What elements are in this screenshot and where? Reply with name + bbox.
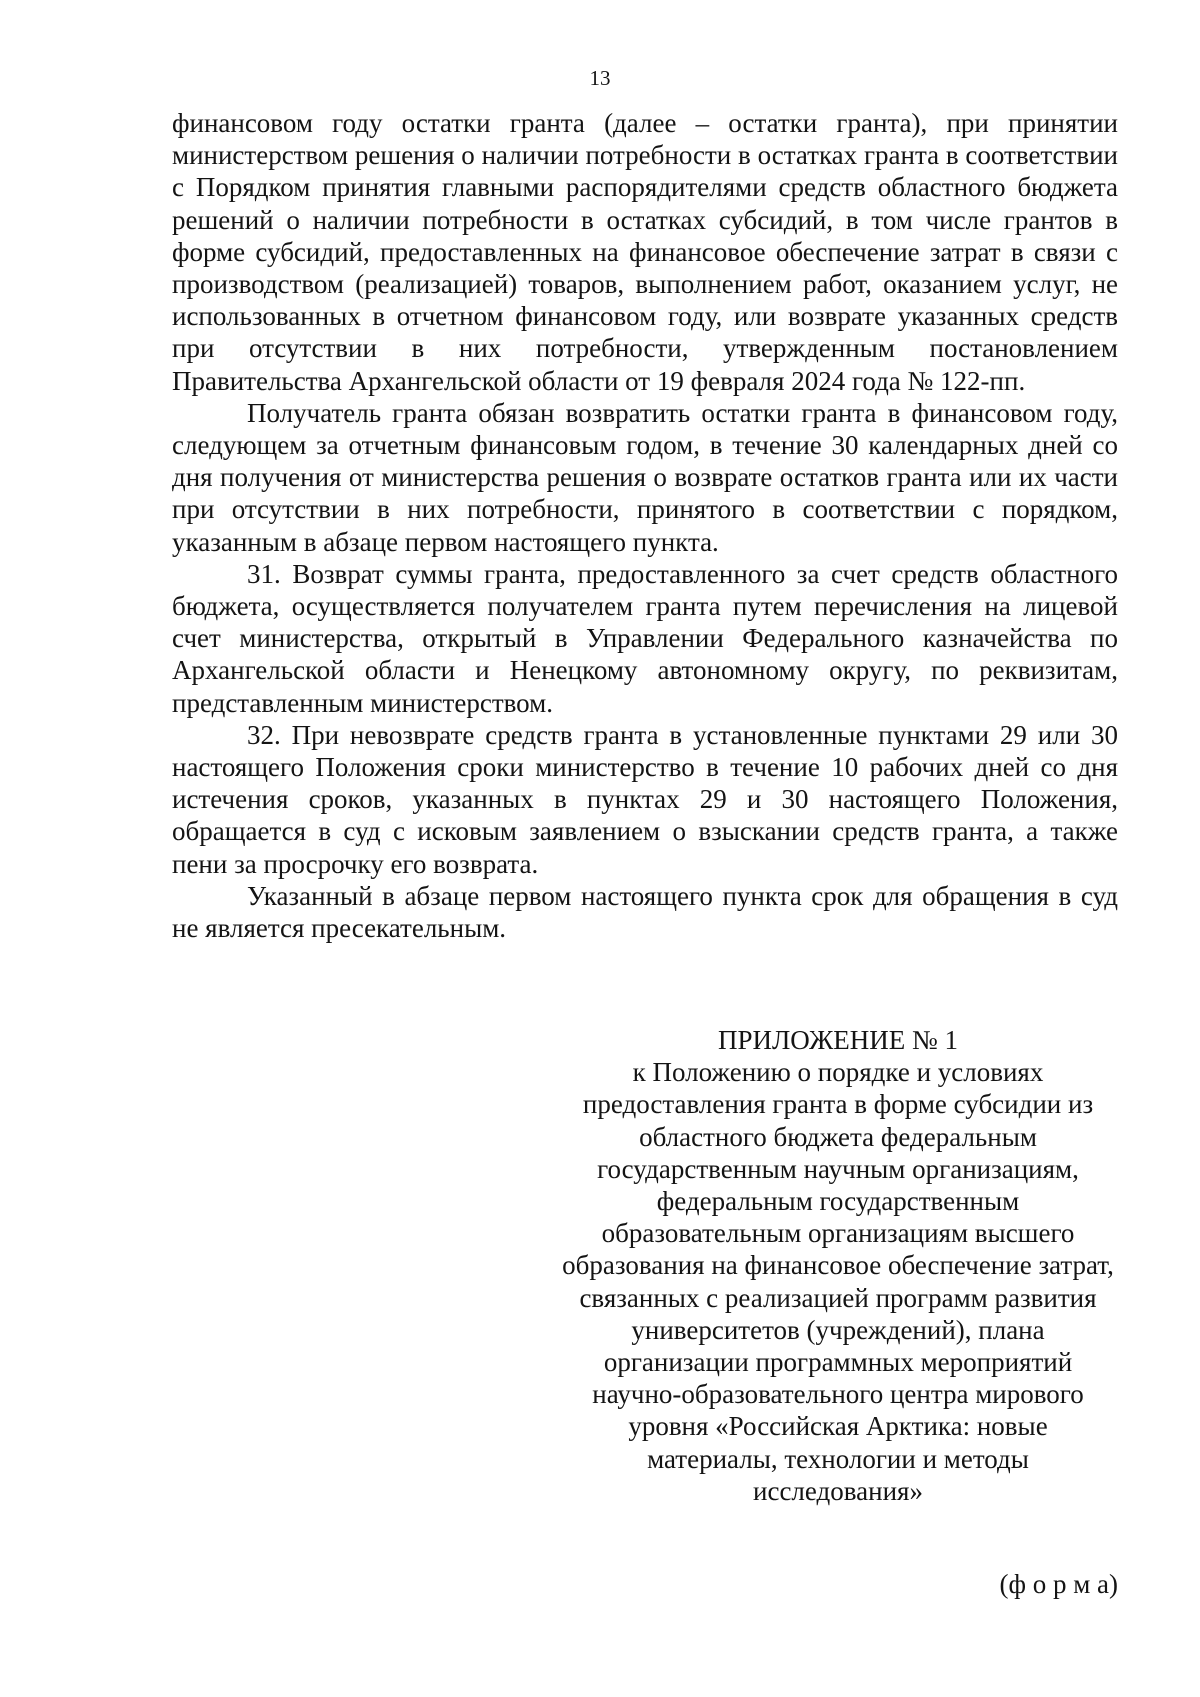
paragraph-item-32: 32. При невозврате средств гранта в установленные пунктами 29 или 30 настоящего Положения сроки министерство в течение 10 рабочих дней со дня истечения сроков, указанных в пунктах 29 и 30 настоящего Положения, обращается в суд с исковым заявлением о взыскании средств гранта, а также пени за просрочку его возврата.	[172, 719, 1118, 879]
paragraph-item-31: 31. Возврат суммы гранта, предоставленного за счет средств областного бюджета, осуществляется получателем гранта путем перечисления на лицевой счет министерства, открытый в Управлении Федерального казначейства по Архангельской области и Ненецкому автономному округу, по реквизитам, представленным министерством.	[172, 558, 1118, 718]
appendix-heading	[560, 1024, 1116, 1507]
appendix-title: ПРИЛОЖЕНИЕ № 1	[717, 1025, 959, 1055]
document-body	[172, 107, 1118, 944]
appendix-subtitle: к Положению о порядке и условиях предоставления гранта в форме субсидии из областного бюджета федеральным государственным научным организациям, федеральным государственным образовательным организациям высшего образования на финансовое обеспечение затрат, связанных с реализацией программ развития университетов (учреждений), плана организации программных мероприятий научно-образовательного центра мирового уровня «Российская Арктика: новые материалы, технологии и методы исследования»	[562, 1057, 1114, 1506]
paragraph-continuation: финансовом году остатки гранта (далее – остатки гранта), при принятии министерством решения о наличии потребности в остатках гранта в соответствии с Порядком принятия главными распорядителями средств областного бюджета решений о наличии потребности в остатках субсидий, в том числе грантов в форме субсидий, предоставленных на финансовое обеспечение затрат в связи с производством (реализацией) товаров, выполнением работ, оказанием услуг, не использованных в отчетном финансовом году, или возврате указанных средств при отсутствии в них потребности, утвержденным постановлением Правительства Архангельской области от 19 февраля 2024 года № 122-пп.	[172, 108, 1118, 396]
paragraph-grant-return-obligation: Получатель гранта обязан возвратить остатки гранта в финансовом году, следующем за отчетным финансовым годом, в течение 30 календарных дней со дня получения от министерства решения о возврате остатков гранта или их части при отсутствии в них потребности, принятого в соответствии с порядком, указанным в абзаце первом настоящего пункта.	[172, 397, 1118, 557]
form-label: (ф о р м а)	[999, 1569, 1118, 1599]
page-number: 13	[589, 66, 611, 90]
paragraph-deadline-note: Указанный в абзаце первом настоящего пункта срок для обращения в суд не является пресекательным.	[172, 880, 1118, 944]
